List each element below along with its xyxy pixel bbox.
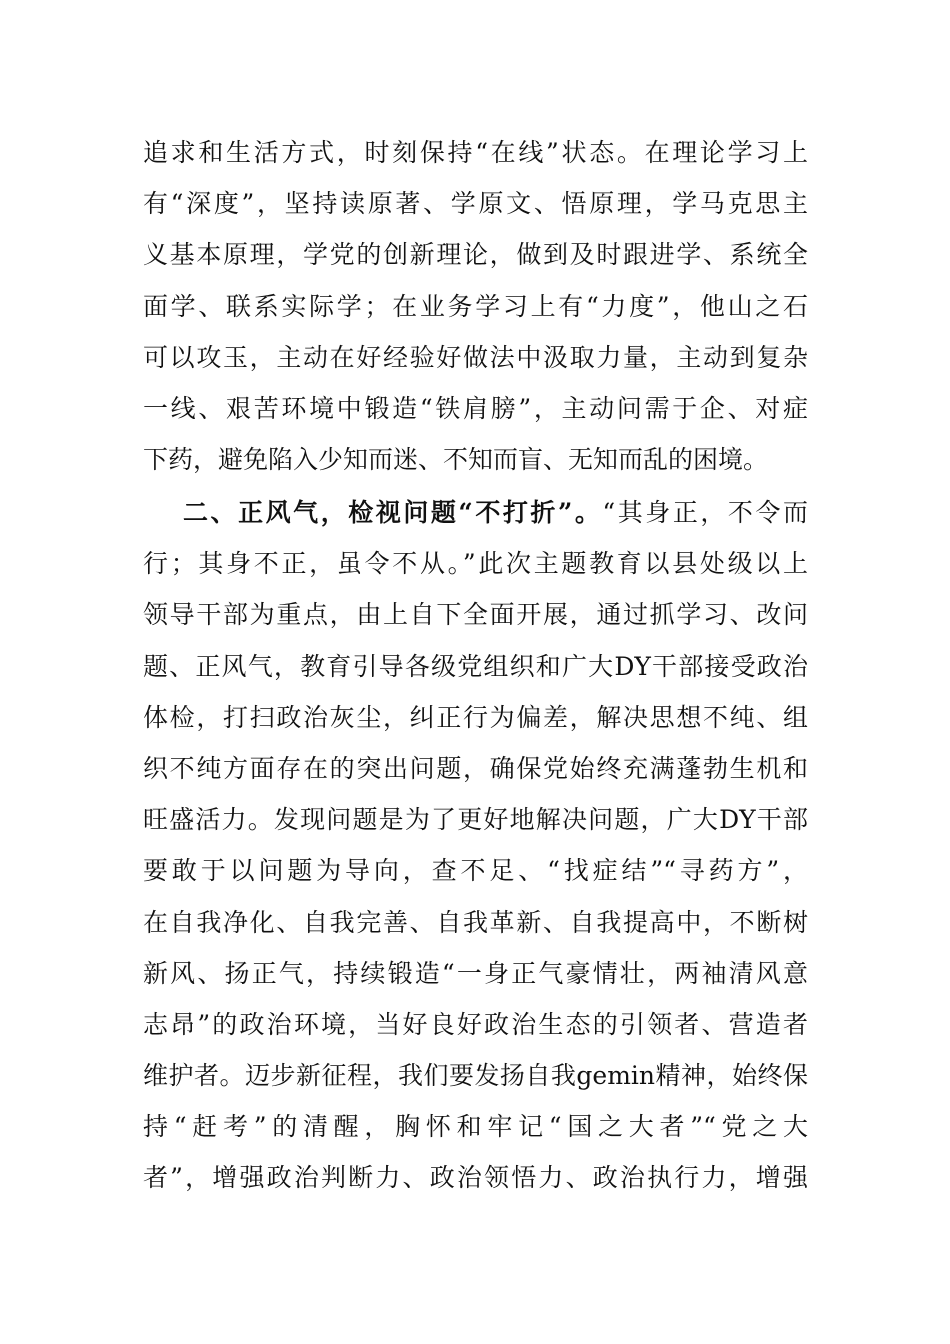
text-line: 行；其身不正，虽令不从。”此次主题教育以县处级以上 bbox=[143, 549, 808, 579]
text-line: 下药，避免陷入少知而迷、不知而盲、无知而乱的困境。 bbox=[143, 445, 769, 475]
text-line: 者”，增强政治判断力、政治领悟力、政治执行力，增强 bbox=[143, 1163, 808, 1193]
text-line: 志昂”的政治环境，当好良好政治生态的引领者、营造者 bbox=[143, 1009, 808, 1039]
heading-continuation: “其身正，不令而 bbox=[602, 498, 808, 527]
text-line: 面学、联系实际学；在业务学习上有“力度”，他山之石 bbox=[143, 291, 808, 321]
text-line: 织不纯方面存在的突出问题，确保党始终充满蓬勃生机和 bbox=[143, 753, 808, 783]
text-line: 追求和生活方式，时刻保持“在线”状态。在理论学习上 bbox=[143, 138, 808, 167]
text-line: 维护者。迈步新征程，我们要发扬自我gemin精神，始终保 bbox=[143, 1061, 808, 1091]
paragraph-rectify-style bbox=[143, 487, 808, 1204]
text-line: 题、正风气，教育引导各级党组织和广大DY干部接受政治 bbox=[143, 651, 808, 681]
paragraph-study bbox=[143, 127, 808, 485]
text-line: 有“深度”，坚持读原著、学原文、悟原理，学马克思主 bbox=[143, 189, 808, 219]
text-line: 在自我净化、自我完善、自我革新、自我提高中，不断树 bbox=[143, 907, 808, 937]
text-line: 持“赶考”的清醒，胸怀和牢记“国之大者”“党之大 bbox=[143, 1112, 808, 1142]
text-line: 体检，打扫政治灰尘，纠正行为偏差，解决思想不纯、组 bbox=[143, 702, 808, 732]
text-line-first bbox=[143, 487, 808, 538]
text-line: 义基本原理，学党的创新理论，做到及时跟进学、系统全 bbox=[143, 240, 808, 270]
text-line: 可以攻玉，主动在好经验好做法中汲取力量，主动到复杂 bbox=[143, 342, 808, 372]
text-line: 新风、扬正气，持续锻造“一身正气豪情壮，两袖清风意 bbox=[143, 958, 808, 988]
text-line: 旺盛活力。发现问题是为了更好地解决问题，广大DY干部 bbox=[143, 805, 808, 835]
text-line: 一线、艰苦环境中锻造“铁肩膀”，主动问需于企、对症 bbox=[143, 393, 808, 423]
section-heading: 二、正风气，检视问题“不打折”。 bbox=[183, 498, 603, 527]
text-line: 领导干部为重点，由上自下全面开展，通过抓学习、改问 bbox=[143, 600, 808, 630]
text-line: 要敢于以问题为导向，查不足、“找症结”“寻药方”， bbox=[143, 856, 808, 886]
